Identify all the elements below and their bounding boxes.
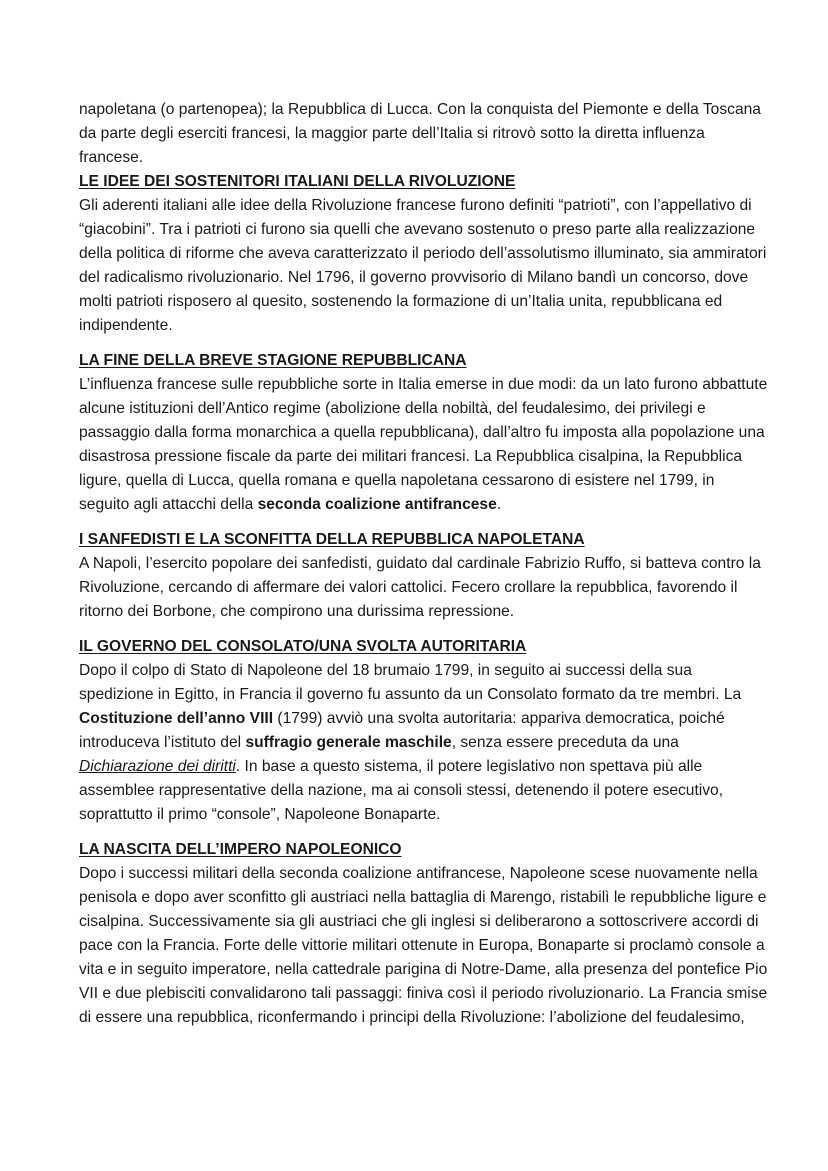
section-fine-repubbliche [79, 349, 769, 517]
bold-term: seconda coalizione antifrancese [257, 496, 497, 513]
section-heading: LE IDEE DEI SOSTENITORI ITALIANI DELLA RIVOLUZIONE [79, 173, 516, 190]
paragraph-text: . In base a questo sistema, il potere legislativo non spettava più alle assemblee rappresentative della nazione, ma ai consoli stessi, detenendo il potere esecutivo, soprattutto il primo “console”, Napoleone Bonaparte. [79, 758, 724, 823]
paragraph-text: Dopo il colpo di Stato di Napoleone del 18 brumaio 1799, in seguito ai successi della sua spedizione in Egitto, in Francia il governo fu assunto da un Consolato formato da tre membri. La [79, 662, 742, 703]
section-heading: LA FINE DELLA BREVE STAGIONE REPUBBLICANA [79, 352, 467, 369]
intro-paragraph: napoletana (o partenopea); la Repubblica di Lucca. Con la conquista del Piemonte e della Toscana da parte degli eserciti francesi, la maggior parte dell’Italia si ritrovò sotto la diretta influenza francese. [79, 101, 761, 166]
paragraph-text: L’influenza francese sulle repubbliche sorte in Italia emerse in due modi: da un lato furono abbattute alcune istituzioni dell’Antico regime (abolizione della nobiltà, del feudalesimo, dei privilegi e passaggio dalla forma monarchica a quella repubblicana), dall’altro fu imposta alla popolazione una disastrosa pressione fiscale da parte dei militari francesi. La Repubblica cisalpina, la Repubblica ligure, quella di Lucca, quella romana e quella napoletana cessarono di esistere nel 1799, in seguito agli attacchi della [79, 376, 768, 513]
paragraph-text: . [496, 496, 502, 513]
section-paragraph [79, 659, 769, 827]
section-paragraph: Gli aderenti italiani alle idee della Rivoluzione francese furono definiti “patrioti”, con l’appellativo di “giacobini”. Tra i patrioti ci furono sia quelli che avevano sostenuto o preso parte alla realizzazione della politica di riforme che aveva caratterizzato il periodo dell’assolutismo illuminato, sia ammiratori del radicalismo rivoluzionario. Nel 1796, il governo provvisorio di Milano bandì un concorso, dove molti patrioti risposero al quesito, sostenendo la formazione di un’Italia unita, repubblicana ed indipendente. [79, 197, 767, 334]
section-paragraph [79, 373, 769, 517]
section-heading: IL GOVERNO DEL CONSOLATO/UNA SVOLTA AUTORITARIA [79, 638, 527, 655]
section-paragraph: A Napoli, l’esercito popolare dei sanfedisti, guidato dal cardinale Fabrizio Ruffo, si batteva contro la Rivoluzione, cercando di affermare dei valori cattolici. Fecero crollare la repubblica, favorendo il ritorno dei Borbone, che compirono una durissima repressione. [79, 555, 761, 620]
dichiarazione-link[interactable]: Dichiarazione dei diritti [79, 758, 236, 775]
section-paragraph: Dopo i successi militari della seconda coalizione antifrancese, Napoleone scese nuovamente nella penisola e dopo aver sconfitto gli austriaci nella battaglia di Marengo, ristabilì le repubbliche ligure e cisalpina. Successivamente sia gli austriaci che gli inglesi si deliberarono a sottoscrivere accordi di pace con la Francia. Forte delle vittorie militari ottenute in Europa, Bonaparte si proclamò console a vita e in seguito imperatore, nella cattedrale parigina di Notre-Dame, alla presenza del pontefice Pio VII e due plebisciti convalidarono tali passaggi: finiva così il periodo rivoluzionario. La Francia smise di essere una repubblica, riconfermando i principi della Rivoluzione: l’abolizione del feudalesimo, [79, 865, 768, 1026]
paragraph-text: , senza essere preceduta da una [451, 734, 679, 751]
bold-term: Costituzione dell’anno VIII [79, 710, 274, 727]
section-sanfedisti [79, 528, 769, 624]
section-heading: I SANFEDISTI E LA SCONFITTA DELLA REPUBBLICA NAPOLETANA [79, 531, 585, 548]
document-page [79, 98, 769, 1041]
paragraph-text: (1799) avviò una svolta autoritaria: appariva democratica, poiché introduceva l’istituto del [79, 710, 725, 751]
section-impero [79, 838, 769, 1030]
section-heading: LA NASCITA DELL’IMPERO NAPOLEONICO [79, 841, 402, 858]
section-patrioti [79, 170, 769, 338]
bold-term: suffragio generale maschile [245, 734, 452, 751]
section-consolato [79, 635, 769, 827]
